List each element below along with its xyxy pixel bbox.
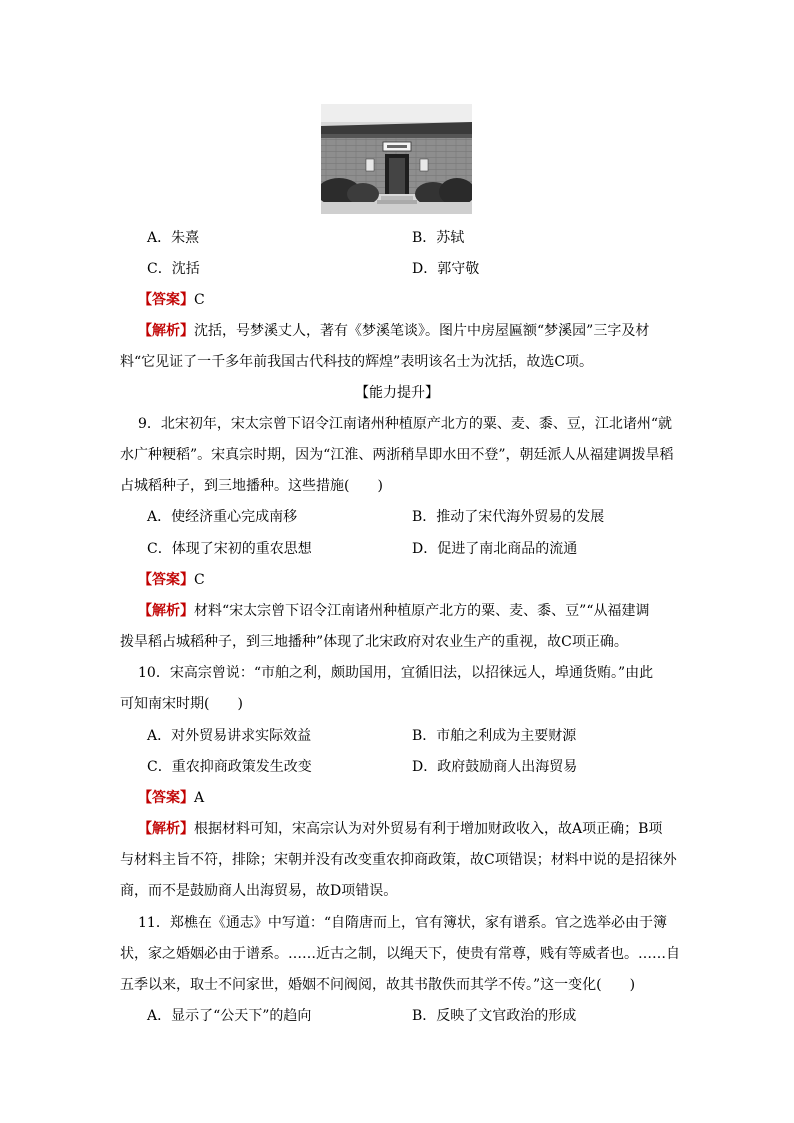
q9-stem-line-2: 水广种粳稻”。宋真宗时期，因为“江淮、两浙稍旱即水田不登”，朝廷派人从福建调拨旱稻 <box>120 447 674 463</box>
analysis-text: 沈括，号梦溪丈人，著有《梦溪笔谈》。图片中房屋匾额“梦溪园”三字及材 <box>194 323 650 339</box>
answer-tag: 【答案】 <box>138 292 194 308</box>
q10-option-c: C．重农抑商政策发生改变 <box>147 759 312 775</box>
q8-option-b: B．苏轼 <box>412 230 465 246</box>
q10-analysis-line-2: 与材料主旨不符，排除；宋朝并没有改变重农抑商政策，故C项错误；材料中说的是招徕外 <box>120 852 677 868</box>
q9-analysis-line-1 <box>138 601 649 621</box>
q8-option-c: C．沈括 <box>147 261 200 277</box>
q10-analysis-line-1 <box>138 819 662 839</box>
analysis-text: 材料“宋太宗曾下诏令江南诸州种植原产北方的粟、麦、黍、豆”“从福建调 <box>194 603 650 619</box>
q10-stem-line-2: 可知南宋时期( ) <box>120 696 243 712</box>
q10-option-d: D．政府鼓励商人出海贸易 <box>412 759 578 775</box>
q9-option-c: C．体现了宋初的重农思想 <box>147 541 312 557</box>
answer-value: C <box>194 572 205 588</box>
answer-value: C <box>194 292 205 308</box>
section-title: 【能力提升】 <box>355 385 439 401</box>
analysis-tag: 【解析】 <box>138 603 194 619</box>
answer-tag: 【答案】 <box>138 572 194 588</box>
q9-option-d: D．促进了南北商品的流通 <box>412 541 578 557</box>
q10-option-a: A．对外贸易讲求实际效益 <box>147 728 312 744</box>
q9-analysis-line-2: 拨旱稻占城稻种子，到三地播种”体现了北宋政府对农业生产的重视，故C项正确。 <box>120 634 628 650</box>
q8-answer <box>138 290 205 310</box>
q8-analysis-line-2: 料“它见证了一千多年前我国古代科技的辉煌”表明该名士为沈括，故选C项。 <box>120 354 594 370</box>
q11-option-a: A．显示了“公天下”的趋向 <box>147 1008 312 1024</box>
q10-analysis-line-3: 商，而不是鼓励商人出海贸易，故D项错误。 <box>120 883 398 899</box>
q10-answer <box>138 788 204 808</box>
building-photo <box>321 104 472 214</box>
q11-stem-line-1: 11．郑樵在《通志》中写道：“自隋唐而上，官有簿状，家有谱系。官之选举必由于簿 <box>138 915 667 931</box>
q9-stem-line-1: 9．北宋初年，宋太宗曾下诏令江南诸州种植原产北方的粟、麦、黍、豆，江北诸州“就 <box>138 416 673 432</box>
q9-option-b: B．推动了宋代海外贸易的发展 <box>412 509 605 525</box>
q8-option-a: A．朱熹 <box>147 230 200 246</box>
answer-value: A <box>194 790 205 806</box>
q9-option-a: A．使经济重心完成南移 <box>147 509 298 525</box>
q11-stem-line-2: 状，家之婚姻必由于谱系。……近古之制，以绳天下，使贵有常尊，贱有等威者也。……自 <box>120 946 680 962</box>
q11-stem-line-3: 五季以来，取士不问家世，婚姻不问阀阅，故其书散佚而其学不传。”这一变化( ) <box>120 977 636 993</box>
answer-tag: 【答案】 <box>138 790 194 806</box>
analysis-tag: 【解析】 <box>138 821 194 837</box>
q10-stem-line-1: 10．宋高宗曾说：“市舶之利，颇助国用，宜循旧法，以招徕远人，埠通货贿。”由此 <box>138 665 654 681</box>
q9-answer <box>138 570 205 590</box>
q10-option-b: B．市舶之利成为主要财源 <box>412 728 577 744</box>
q11-option-b: B．反映了文官政治的形成 <box>412 1008 577 1024</box>
q8-option-d: D．郭守敬 <box>412 261 480 277</box>
q8-analysis-line-1 <box>138 321 649 341</box>
analysis-text: 根据材料可知，宋高宗认为对外贸易有利于增加财政收入，故A项正确；B项 <box>194 821 663 837</box>
q9-stem-line-3: 占城稻种子，到三地播种。这些措施( ) <box>120 478 383 494</box>
analysis-tag: 【解析】 <box>138 323 194 339</box>
